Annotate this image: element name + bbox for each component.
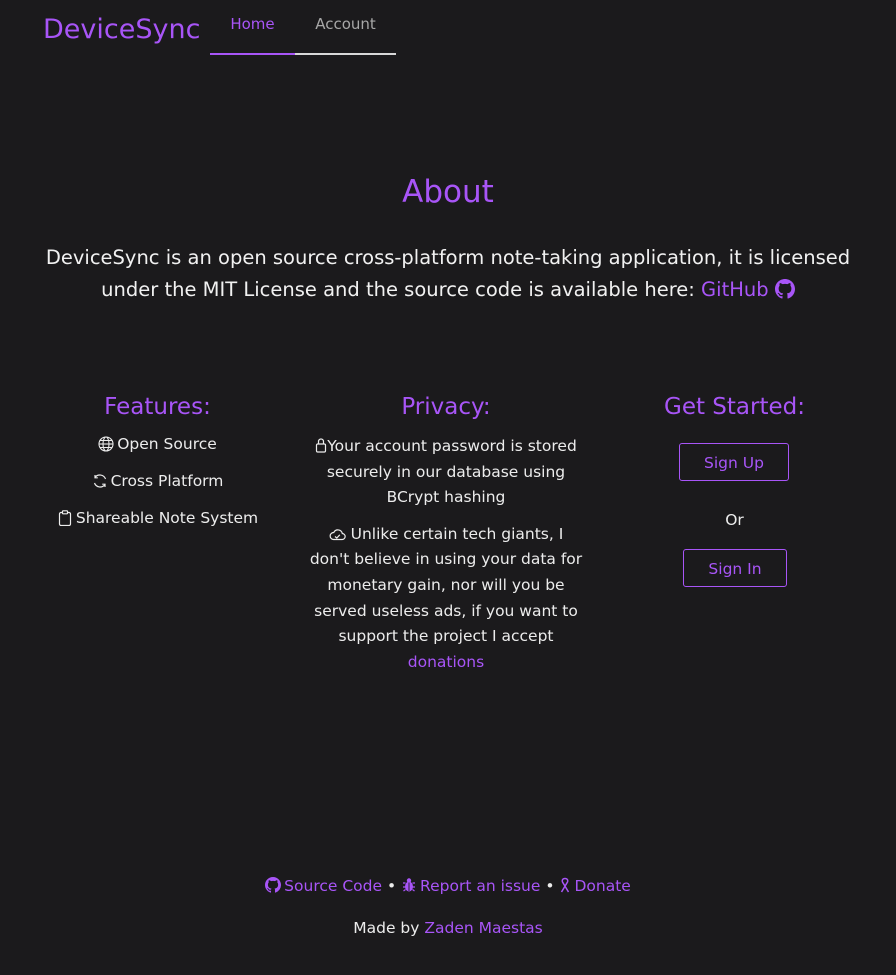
privacy-password-text [308,434,584,511]
brand-logo[interactable]: DeviceSync [43,14,201,45]
sync-icon [92,472,111,490]
feature-cross-platform [30,471,285,491]
get-started-section [612,394,857,614]
about-title: About [402,174,494,210]
privacy-data-label: Unlike certain tech giants, I don't believe in using your data for monetary gain, nor will you be served useless ads, if you want to support the project I accept [309,524,583,646]
about-description: DeviceSync is an open source cross-platform note-taking application, it is licensed under the MIT License and the source code is available here: [45,246,851,301]
header [0,0,896,60]
report-issue-link[interactable] [401,877,540,895]
report-issue-label: Report an issue [420,877,541,895]
or-text: Or [725,511,744,529]
github-icon [775,277,795,309]
feature-shareable-notes [30,508,285,528]
tab-home[interactable]: Home [210,0,295,55]
author-link[interactable]: Zaden Maestas [424,919,543,937]
footer-separator: • [386,877,397,895]
footer-separator: • [545,877,555,895]
tab-account[interactable]: Account [295,0,396,55]
privacy-data-text [308,522,584,676]
footer-made-by [0,919,896,937]
privacy-section [308,394,584,686]
about-text [20,242,876,309]
sign-up-button[interactable]: Sign Up [679,443,789,481]
made-by-prefix: Made by [353,919,425,937]
cloud-icon [329,525,346,543]
source-code-label: Source Code [284,877,383,895]
ribbon-icon [559,877,574,895]
feature-label: Open Source [117,435,217,453]
feature-open-source [30,434,285,454]
bug-icon [401,877,420,895]
features-title: Features: [104,394,211,420]
donate-label: Donate [574,877,631,895]
globe-icon [98,435,117,453]
get-started-title: Get Started: [664,394,805,420]
sign-in-button[interactable]: Sign In [683,549,787,587]
clipboard-icon [57,509,76,527]
nav-tabs [210,0,396,57]
github-link-label: GitHub [701,278,769,301]
source-code-link[interactable] [265,877,382,895]
github-link[interactable] [701,278,795,301]
feature-label: Shareable Note System [75,509,259,527]
features-section [30,394,285,545]
lock-icon [315,437,327,455]
privacy-password-label: Your account password is stored securely in our database using BCrypt hashing [326,437,577,507]
donations-link[interactable]: donations [407,652,485,671]
donate-link[interactable] [559,877,630,895]
privacy-title: Privacy: [401,394,491,420]
footer-links [0,877,896,895]
feature-label: Cross Platform [110,472,224,490]
github-icon [265,877,284,895]
